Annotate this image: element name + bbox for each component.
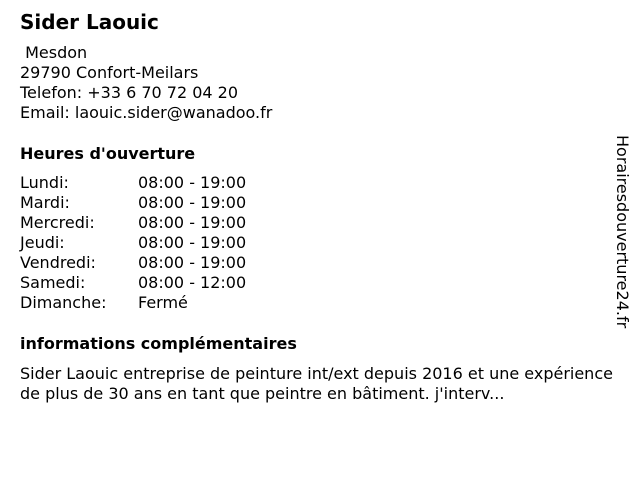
day-label: Dimanche: xyxy=(20,293,107,312)
description: Sider Laouic entreprise de peinture int/ext depuis 2016 et une expérience de plus de 30 ans en tant que peintre en bâtiment. j'interv... xyxy=(20,364,613,403)
info-heading: informations complémentaires xyxy=(20,334,297,353)
hours-row xyxy=(20,253,246,273)
time-value: 08:00 - 19:00 xyxy=(138,213,247,232)
day-label: Jeudi: xyxy=(20,233,65,252)
day-label: Mardi: xyxy=(20,193,70,212)
hours-row xyxy=(20,213,246,233)
phone: Telefon: +33 6 70 72 04 20 xyxy=(20,83,239,102)
time-value: 08:00 - 19:00 xyxy=(138,253,247,272)
day-label: Lundi: xyxy=(20,173,69,192)
hours-heading: Heures d'ouverture xyxy=(20,144,196,163)
hours-row xyxy=(20,193,246,213)
hours-row xyxy=(20,273,246,293)
time-value: 08:00 - 19:00 xyxy=(138,173,247,192)
hours-row xyxy=(20,173,246,193)
street: Mesdon xyxy=(20,43,88,62)
day-label: Vendredi: xyxy=(20,253,96,272)
time-value: Fermé xyxy=(138,293,188,312)
hours-table xyxy=(20,173,246,313)
city: 29790 Confort-Meilars xyxy=(20,63,199,82)
day-label: Samedi: xyxy=(20,273,86,292)
time-value: 08:00 - 19:00 xyxy=(138,193,247,212)
hours-row xyxy=(20,293,246,313)
business-name: Sider Laouic xyxy=(20,10,159,34)
hours-row xyxy=(20,233,246,253)
watermark-text: Horairesdouverture24.fr xyxy=(613,135,632,329)
email: Email: laouic.sider@wanadoo.fr xyxy=(20,103,273,122)
time-value: 08:00 - 19:00 xyxy=(138,233,247,252)
time-value: 08:00 - 12:00 xyxy=(138,273,247,292)
day-label: Mercredi: xyxy=(20,213,95,232)
address-block xyxy=(20,43,272,123)
